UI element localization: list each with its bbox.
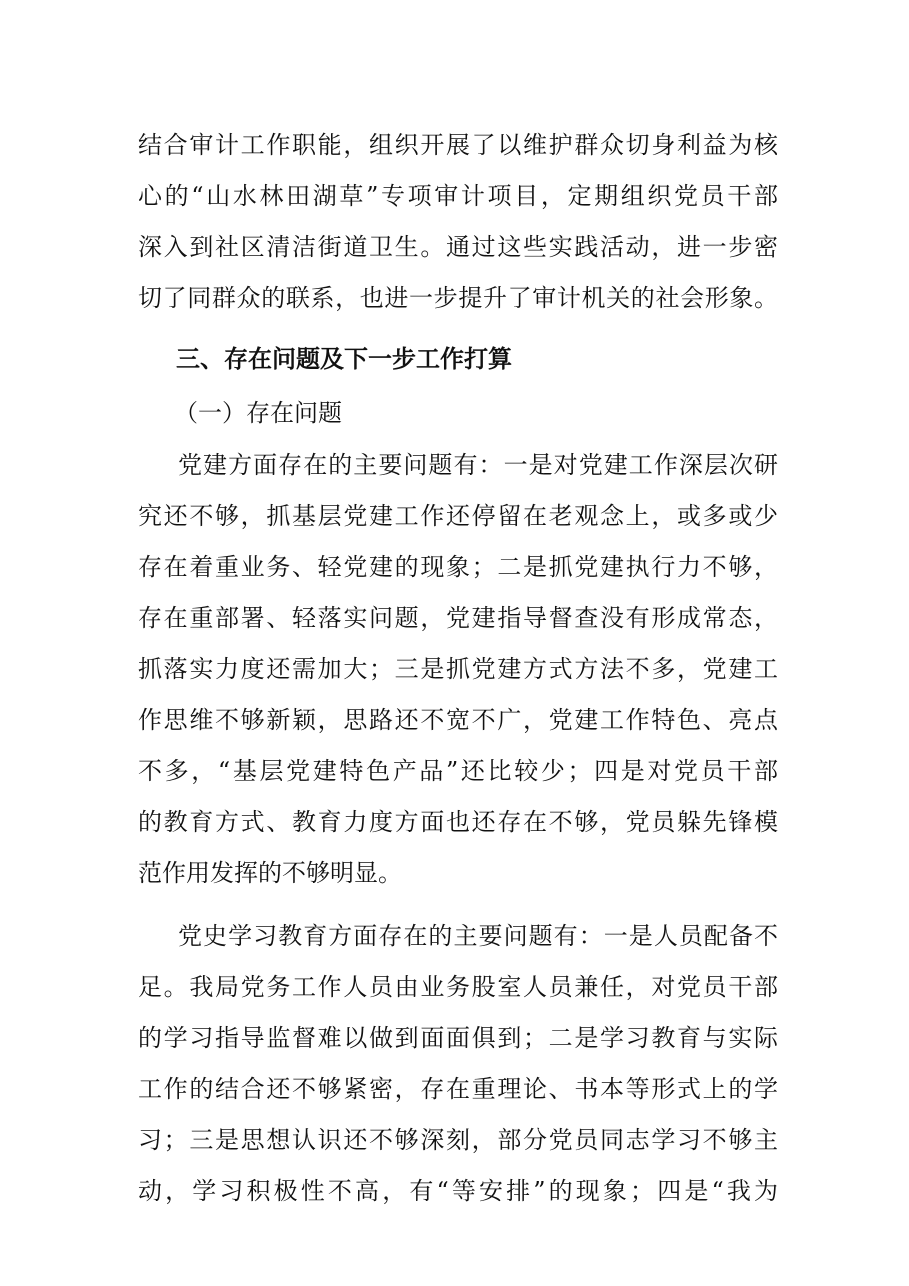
text-line: 深入到社区清洁街道卫生。通过这些实践活动，进一步密: [138, 233, 778, 261]
text-line: 习；三是思想认识还不够深刻，部分党员同志学习不够主: [138, 1126, 778, 1154]
section-heading: 三、存在问题及下一步工作打算: [176, 345, 512, 373]
text-line: 动，学习积极性不高，有“等安排”的现象；四是“我为: [138, 1177, 778, 1205]
text-line: 党史学习教育方面存在的主要问题有：一是人员配备不: [178, 922, 778, 950]
paragraph-party-history-issues: [138, 911, 778, 1217]
text-line: 工作的结合还不够紧密，存在重理论、书本等形式上的学: [138, 1075, 778, 1103]
paragraph-spacer: [138, 899, 778, 911]
text-line: 心的“山水林田湖草”专项审计项目，定期组织党员干部: [138, 182, 778, 210]
text-line: 结合审计工作职能，组织开展了以维护群众切身利益为核: [138, 131, 778, 159]
text-line: 究还不够，抓基层党建工作还停留在老观念上，或多或少: [138, 502, 778, 530]
text-line: 切了同群众的联系，也进一步提升了审计机关的社会形象。: [138, 284, 778, 312]
text-line: 作思维不够新颖，思路还不宽不广，党建工作特色、亮点: [138, 706, 778, 734]
paragraph-party-building-issues: [138, 440, 778, 899]
text-line: 存在着重业务、轻党建的现象；二是抓党建执行力不够，: [138, 553, 778, 581]
paragraph-practice-activities: [138, 120, 778, 324]
document-body: [138, 120, 778, 1217]
text-line: 的学习指导监督难以做到面面俱到；二是学习教育与实际: [138, 1024, 778, 1052]
text-line: 足。我局党务工作人员由业务股室人员兼任，对党员干部: [138, 973, 778, 1001]
subsection-heading: （一）存在问题: [174, 399, 342, 427]
text-line: 不多，“基层党建特色产品”还比较少；四是对党员干部: [138, 757, 778, 785]
text-line: 党建方面存在的主要问题有：一是对党建工作深层次研: [178, 451, 778, 479]
text-line: 存在重部署、轻落实问题，党建指导督查没有形成常态，: [138, 604, 778, 632]
text-line: 的教育方式、教育力度方面也还存在不够，党员躲先锋模: [138, 808, 778, 836]
text-line: 抓落实力度还需加大；三是抓党建方式方法不多，党建工: [138, 655, 778, 683]
text-line: 范作用发挥的不够明显。: [138, 859, 402, 887]
